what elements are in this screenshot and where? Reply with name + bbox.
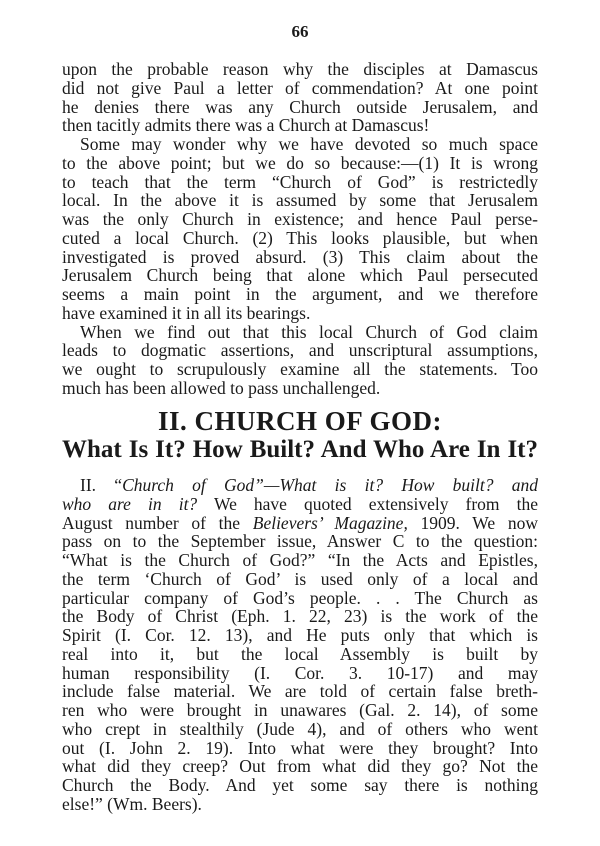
text-line: cuted a local Church. (2) This looks plausible, but when — [62, 227, 538, 248]
text-line: investigated is proved absurd. (3) This claim about the — [62, 246, 538, 267]
chapter-subheading: What Is It? How Built? And Who Are In It? — [62, 436, 538, 463]
text-line: much has been allowed to pass unchallenged. — [62, 377, 381, 398]
text-segment: August number of the — [62, 512, 253, 533]
text-line: we ought to scrupulously examine all the statements. Too — [62, 359, 538, 379]
text-line: the term ‘Church of God’ is used only of a local and — [62, 568, 538, 589]
text-line: did not give Paul a letter of commendation? At one point — [62, 77, 538, 98]
text-line: local. In the above it is assumed by some that Jerusalem — [62, 190, 538, 211]
text-line: to the above point; but we do so because:—(1) It is wrong — [62, 152, 538, 173]
text-line: leads to dogmatic assertions, and unscriptural assumptions, — [62, 340, 538, 361]
text-line: upon the probable reason why the disciples at Damascus — [62, 59, 538, 79]
text-line: human responsibility (I. Cor. 3. 10-17) and may — [62, 662, 538, 683]
text-line: was the only Church in existence; and hence Paul perse- — [62, 209, 538, 229]
text-line: else!” (Wm. Beers). — [62, 793, 202, 814]
text-line: who crept in stealthily (Jude 4), and of others who went — [62, 718, 538, 739]
text-line: seems a main point in the argument, and we therefore — [62, 284, 538, 304]
chapter-heading: II. CHURCH OF GOD: — [158, 406, 442, 436]
text-line: then tacitly admits there was a Church at Damascus! — [62, 115, 430, 136]
text-line: real into it, but the local Assembly is built by — [62, 643, 538, 664]
page-number: 66 — [291, 22, 309, 41]
text-line: he denies there was any Church outside Jerusalem, and — [62, 96, 538, 117]
text-line — [62, 514, 538, 533]
text-line: have examined it in all its bearings. — [62, 302, 311, 323]
italic-text: who are in it? — [62, 493, 198, 514]
italic-text: Church of God”—What is it? How built? and — [122, 475, 538, 495]
text-line: what did they creep? Out from what did they go? Not the — [62, 756, 538, 777]
text-line: particular company of God’s people. . . The Church as — [62, 587, 538, 608]
text-line: pass on to the September issue, Answer C to the question: — [62, 531, 538, 552]
body-text-top — [62, 60, 538, 398]
text-line: include false material. We are told of certain false breth- — [62, 681, 538, 702]
text-line: When we find out that this local Church of God claim — [80, 321, 538, 342]
text-line: Jerusalem Church being that alone which Paul persecuted — [62, 265, 538, 286]
body-text-final-paragraph — [62, 476, 538, 814]
text-line: “What is the Church of God?” “In the Acts and Epistles, — [62, 550, 538, 570]
text-line: to teach that the term “Church of God” is restrictedly — [62, 171, 538, 192]
text-line — [62, 476, 538, 495]
text-line: ren who were brought in unawares (Gal. 2. 14), of some — [62, 700, 538, 720]
text-line: Spirit (I. Cor. 12. 13), and He puts only that which is — [62, 625, 538, 645]
text-line: Some may wonder why we have devoted so much space — [80, 134, 538, 154]
text-line: the Body of Christ (Eph. 1. 22, 23) is the work of the — [62, 606, 538, 627]
text-line: out (I. John 2. 19). Into what were they brought? Into — [62, 737, 538, 758]
text-segment: 1909. We now — [407, 512, 538, 533]
text-line — [62, 495, 538, 514]
italic-text: Believers’ Magazine, — [252, 512, 408, 533]
text-segment: II. “ — [80, 475, 123, 495]
text-line: Church the Body. And yet some say there is nothing — [62, 775, 538, 795]
text-segment: We have quoted extensively from the — [197, 493, 539, 514]
